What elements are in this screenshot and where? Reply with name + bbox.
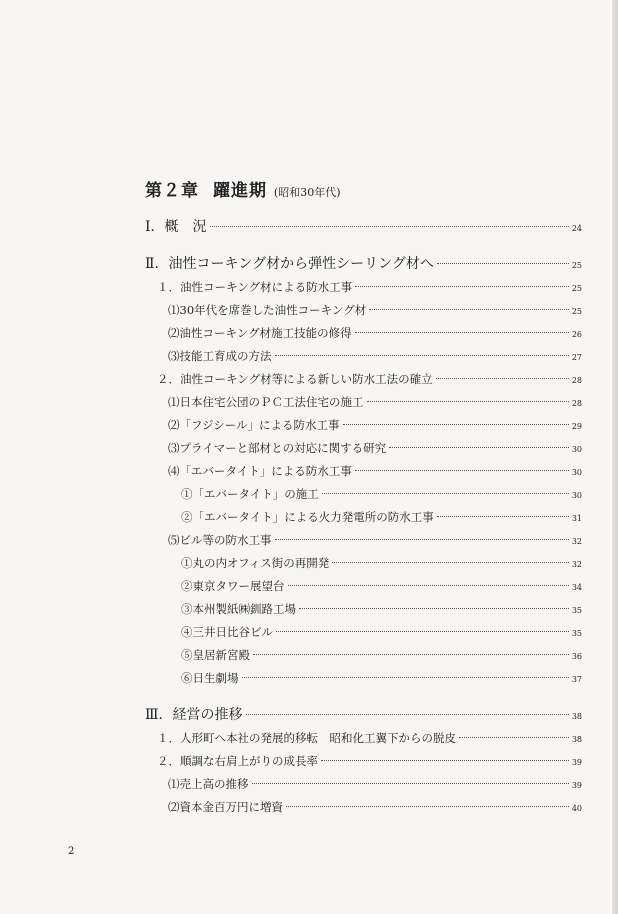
dot-leader (355, 470, 569, 471)
chapter-subtitle: (昭和30年代) (273, 186, 341, 199)
toc-entry-page: 30 (571, 468, 582, 477)
toc-entry-page: 38 (571, 712, 582, 721)
dot-leader (286, 806, 569, 807)
dot-leader (343, 424, 569, 425)
dot-leader (276, 631, 569, 632)
toc-entry (145, 414, 582, 437)
toc-entry-page: 32 (571, 560, 582, 569)
toc-entry-title: ⑴日本住宅公団のＰＣ工法住宅の施工 (168, 395, 364, 409)
toc-entry (145, 391, 582, 414)
toc-entry-page: 32 (571, 537, 582, 546)
toc-entry-page: 34 (571, 583, 582, 592)
toc-entry-page: 35 (571, 629, 582, 638)
dot-leader (321, 760, 569, 761)
dot-leader (355, 286, 569, 287)
toc-entry-title: ①丸の内オフィス街の再開発 (181, 556, 330, 570)
toc-entry-title: ⑶技能工育成の方法 (168, 349, 272, 363)
toc-entry (145, 345, 582, 368)
toc-entry-page: 26 (571, 330, 582, 339)
toc-entry-page: 28 (571, 399, 582, 408)
toc-entry-title: ⑶プライマーと部材との対応に関する研究 (168, 441, 387, 455)
toc-entry-title: ⑥日生劇場 (181, 671, 239, 685)
toc-section (145, 704, 582, 727)
toc-entry (145, 667, 582, 690)
chapter-title: 躍進期 (213, 181, 267, 201)
toc-entry-page: 40 (571, 804, 582, 813)
dot-leader (253, 654, 569, 655)
dot-leader (437, 263, 569, 264)
toc-entry-title: ⑤皇居新宮殿 (181, 648, 250, 662)
dot-leader (459, 737, 569, 738)
toc-entry (145, 796, 582, 819)
toc-entry (145, 727, 582, 750)
toc-entry-title: Ⅰ．概 況 (145, 219, 207, 235)
dot-leader (252, 783, 569, 784)
toc-entry (145, 276, 582, 299)
toc-entry-title: Ⅱ．油性コーキング材から弾性シーリング材へ (145, 256, 434, 272)
dot-leader (389, 447, 569, 448)
toc-entry-title: ④三井日比谷ビル (181, 625, 273, 639)
toc-entry (145, 552, 582, 575)
dot-leader (275, 539, 569, 540)
toc-entry (145, 460, 582, 483)
toc-entry-page: 25 (571, 307, 582, 316)
toc-entry (145, 598, 582, 621)
toc-entry-page: 27 (571, 353, 582, 362)
toc-entry (145, 483, 582, 506)
toc-entry-page: 36 (571, 652, 582, 661)
toc-entry-title: ⑴売上高の推移 (168, 777, 249, 791)
dot-leader (242, 677, 569, 678)
toc-entry-title: ⑸ビル等の防水工事 (168, 533, 272, 547)
toc-entry-title: ③本州製紙㈱釧路工場 (181, 602, 296, 616)
toc-entry-page: 37 (571, 675, 582, 684)
toc-entry (145, 750, 582, 773)
toc-entry-page: 29 (571, 422, 582, 431)
toc-entry-title: ⑵油性コーキング材施工技能の修得 (168, 326, 352, 340)
toc-entry-page: 35 (571, 606, 582, 615)
toc-entry-page: 31 (571, 514, 582, 523)
toc-entry-page: 28 (571, 376, 582, 385)
toc-entry-page: 30 (571, 491, 582, 500)
toc-entry-title: ⑷「エバータイト」による防水工事 (168, 464, 352, 478)
dot-leader (369, 309, 569, 310)
toc-entry-page: 39 (571, 758, 582, 767)
toc-section (145, 253, 582, 276)
toc-entry-title: ①「エバータイト」の施工 (181, 487, 319, 501)
toc-entry-title: Ⅲ．経営の推移 (145, 707, 243, 723)
toc-entry-title: ⑴30年代を席巻した油性コーキング材 (168, 303, 367, 317)
toc-entry (145, 299, 582, 322)
toc-entry (145, 506, 582, 529)
toc-entry (145, 575, 582, 598)
dot-leader (299, 608, 569, 609)
toc-entry-title: ２．順調な右肩上がりの成長率 (157, 754, 318, 768)
dot-leader (367, 401, 569, 402)
toc-entry (145, 644, 582, 667)
toc-entry (145, 621, 582, 644)
toc-entry (145, 322, 582, 345)
toc-entry-title: １．人形町へ本社の発展的移転 昭和化工翼下からの脱皮 (157, 731, 456, 745)
dot-leader (210, 226, 569, 227)
toc-entry-title: １．油性コーキング材による防水工事 (157, 280, 353, 294)
dot-leader (332, 562, 569, 563)
toc-entry-title: ⑵資本金百万円に増資 (168, 800, 283, 814)
toc-entry-page: 25 (571, 284, 582, 293)
dot-leader (355, 332, 569, 333)
toc-entry (145, 773, 582, 796)
toc-entry-page: 30 (571, 445, 582, 454)
dot-leader (288, 585, 569, 586)
toc-entry-title: ②「エバータイト」による火力発電所の防水工事 (181, 510, 434, 524)
toc-entry-page: 38 (571, 735, 582, 744)
toc-entry-page: 25 (571, 261, 582, 270)
dot-leader (246, 714, 569, 715)
toc-entry (145, 529, 582, 552)
toc-entry-page: 39 (571, 781, 582, 790)
dot-leader (437, 516, 569, 517)
table-of-contents (145, 216, 582, 819)
toc-section (145, 216, 582, 239)
chapter-label: 第２章 (145, 181, 199, 201)
chapter-heading (145, 176, 341, 201)
dot-leader (436, 378, 569, 379)
toc-entry (145, 368, 582, 391)
toc-entry-page: 24 (571, 224, 582, 233)
toc-entry-title: ⑵「フジシール」による防水工事 (168, 418, 340, 432)
page-number: 2 (68, 846, 75, 857)
toc-entry-title: ２．油性コーキング材等による新しい防水工法の確立 (157, 372, 433, 386)
toc-entry (145, 437, 582, 460)
toc-entry-title: ②東京タワー展望台 (181, 579, 285, 593)
dot-leader (322, 493, 569, 494)
dot-leader (275, 355, 569, 356)
